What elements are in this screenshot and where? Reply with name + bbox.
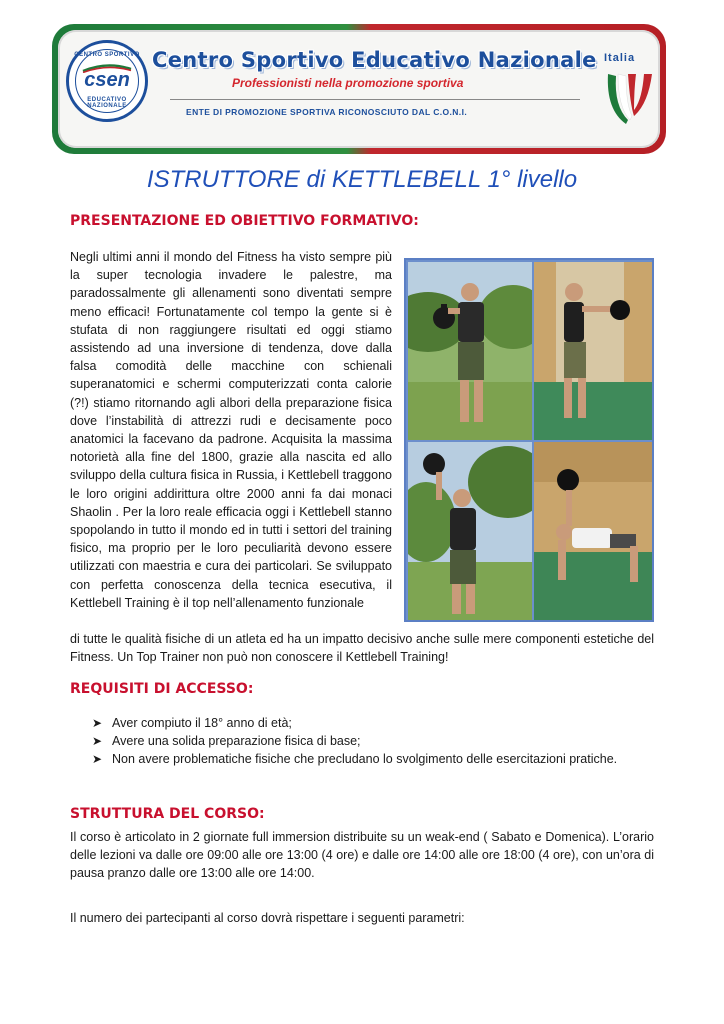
intro-paragraph: Negli ultimi anni il mondo del Fitness ha visto sempre più la super tecnologia invadere le palestre, ma paradossalmente gli allenamenti sono diventati sempre meno efficaci! Fortunatamente col tempo la gente si è stufata di non raggiungere risultati ed oggi stiamo assistendo ad una inversione di tendenza, dove dalla falsa comodità delle macchine con schienali superanatomici e schermi computerizzati conta calorie (?!) stiamo ritornando agli albori della preparazione fisica dove l’instabilità di attrezzi rudi e decisamente poco anatomici la facevano da padrone. Acquisita la massima notorietà alla fine del 1800, grazie alla nascita ed allo sviluppo della cultura fisica in Russia, i Kettlebell traggono le loro origini addirittura oltre 2000 anni fa dai monaci Shaolin . Per la loro reale efficacia oggi i Kettlebell stanno spopolando in tutto il mondo ed in tutti i settori del training fisico, ma proprio per le loro peculiarità devono essere utilizzati con maestria e cura dei particolari. Se sviluppato con perfetta conoscenza della tecnica esecutiva, il Kettlebell Training è il top nell’allenamento funzionale [70,250,392,610]
participants-paragraph: Il numero dei partecipanti al corso dovrà rispettare i seguenti parametri: [70,911,465,925]
requirements-list [92,714,654,769]
organization-subtitle: Professionisti nella promozione sportiva [232,76,464,90]
organization-title: Centro Sportivo Educativo Nazionale [152,48,597,72]
list-item [92,714,654,732]
requirement-text: Aver compiuto il 18° anno di età; [112,716,292,730]
header-divider [170,99,580,100]
course-structure-paragraph: Il corso è articolato in 2 giornate full immersion distribuite su un weak-end ( Sabato e Domenica). L’orario delle lezioni va dalle ore 09:00 alle ore 13:00 (4 ore) e dalle ore 14:00 alle ore 18:00 (4 ore), con un’ora di pausa pranzo dalle ore 13:00 alle ore 14:00. [70,830,654,881]
kettlebell-photo-grid [404,258,654,622]
csen-logo [66,40,148,122]
arrow-bullet-icon: ➤ [92,752,103,767]
logo-top-text: CENTRO SPORTIVO [74,52,140,58]
list-item [92,732,654,750]
requirement-text: Avere una solida preparazione fisica di base; [112,734,361,749]
organization-recognition: ENTE DI PROMOZIONE SPORTIVA RICONOSCIUTO DAL C.O.N.I. [186,107,468,117]
requirement-text: Non avere problematiche fisiche che precludano lo svolgimento delle esercitazioni pratiche. [112,752,618,767]
logo-bottom-text: EDUCATIVO NAZIONALE [87,97,127,109]
logo-word: csen [84,69,130,91]
document-title: ISTRUTTORE di KETTLEBELL 1° livello [146,166,578,193]
heading-presentazione: PRESENTAZIONE ED OBIETTIVO FORMATIVO: [70,213,419,229]
italia-flag-icon [604,70,656,128]
heading-requisiti: REQUISITI DI ACCESSO: [70,681,254,697]
kettlebell-indoor-swing-photo [534,262,652,440]
kettlebell-outdoor-hold-photo [408,262,532,440]
arrow-bullet-icon: ➤ [92,716,103,730]
list-item [92,750,654,768]
kettlebell-indoor-getup-photo [534,442,652,620]
arrow-bullet-icon: ➤ [92,734,103,749]
kettlebell-outdoor-overhead-photo [408,442,532,620]
heading-struttura: STRUTTURA DEL CORSO: [70,806,265,822]
italia-label: Italia [604,52,636,64]
intro-paragraph-continued: di tutte le qualità fisiche di un atleta ed ha un impatto decisivo anche sulle mere componenti estetiche del Fitness. Un Top Trainer non può non conoscere il Kettlebell Training! [70,632,654,665]
